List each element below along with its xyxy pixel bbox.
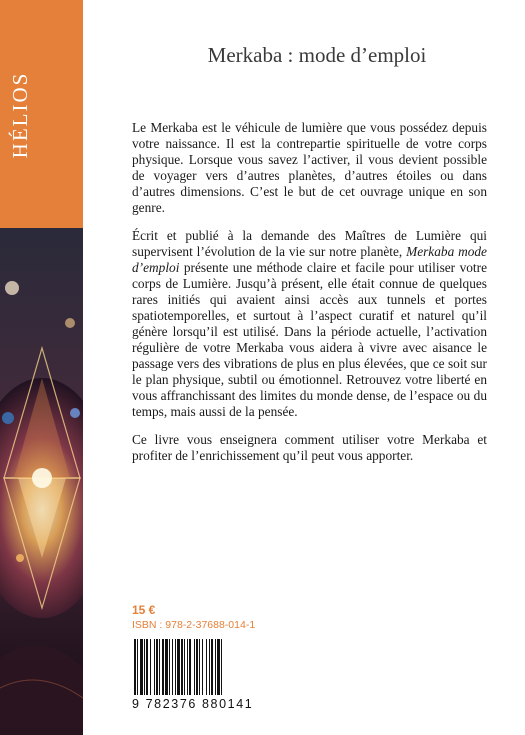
isbn-label: ISBN : 978-2-37688-014-1: [132, 619, 256, 631]
publisher-band: [0, 0, 83, 228]
blurb-text: [132, 120, 487, 476]
cover-spine: [0, 0, 83, 735]
book-title: Merkaba : mode d’emploi: [207, 43, 427, 67]
blurb-paragraph-2: Écrit et publié à la demande des Maîtres de Lumière qui supervisent l’évolution de la vie sur notre planète, Merkaba mode d’emploi présente une méthode claire et facile pour utiliser votre corps de Lumière. Jusqu’à présent, elle était connue de quelques rares initiés qui avaient ainsi accès aux tunnels et portes spatiotemporelles, et surtout à l’aspect curatif et naturel qu’il génère lorsqu’il est utilisé. Dans la période actuelle, l’activation régulière de votre Merkaba vous aidera à vivre avec aisance le passage vers des vibrations de plus en plus élevées, que ce soit sur le plan physique, subtil ou émotionnel. Retrouvez votre liberté en vous affranchissant des limites du monde dense, de l’espace ou du temps, mais aussi de la pensée.: [132, 228, 487, 419]
price-label: 15 €: [132, 603, 156, 617]
cover-artwork: [0, 228, 83, 735]
publisher-logo: HÉLIOS: [8, 71, 32, 159]
blurb-paragraph-3: Ce livre vous enseignera comment utiliser votre Merkaba et profiter de l’enrichissement qu’il peut vous apporter.: [132, 432, 487, 463]
book-title-italic: Merkaba mode d’emploi: [132, 244, 487, 275]
blurb-paragraph-1: Le Merkaba est le véhicule de lumière que vous possédez depuis votre naissance. Il est la contrepartie spirituelle de votre corps physique. Lorsque vous savez l’activer, il vous devient possible de voyager vers d’autres planètes, d’autres étoiles ou dans d’autres dimensions. C’est le but de cet ouvrage unique en son genre.: [132, 120, 487, 215]
barcode-number: 9 782376 880141: [132, 697, 254, 711]
